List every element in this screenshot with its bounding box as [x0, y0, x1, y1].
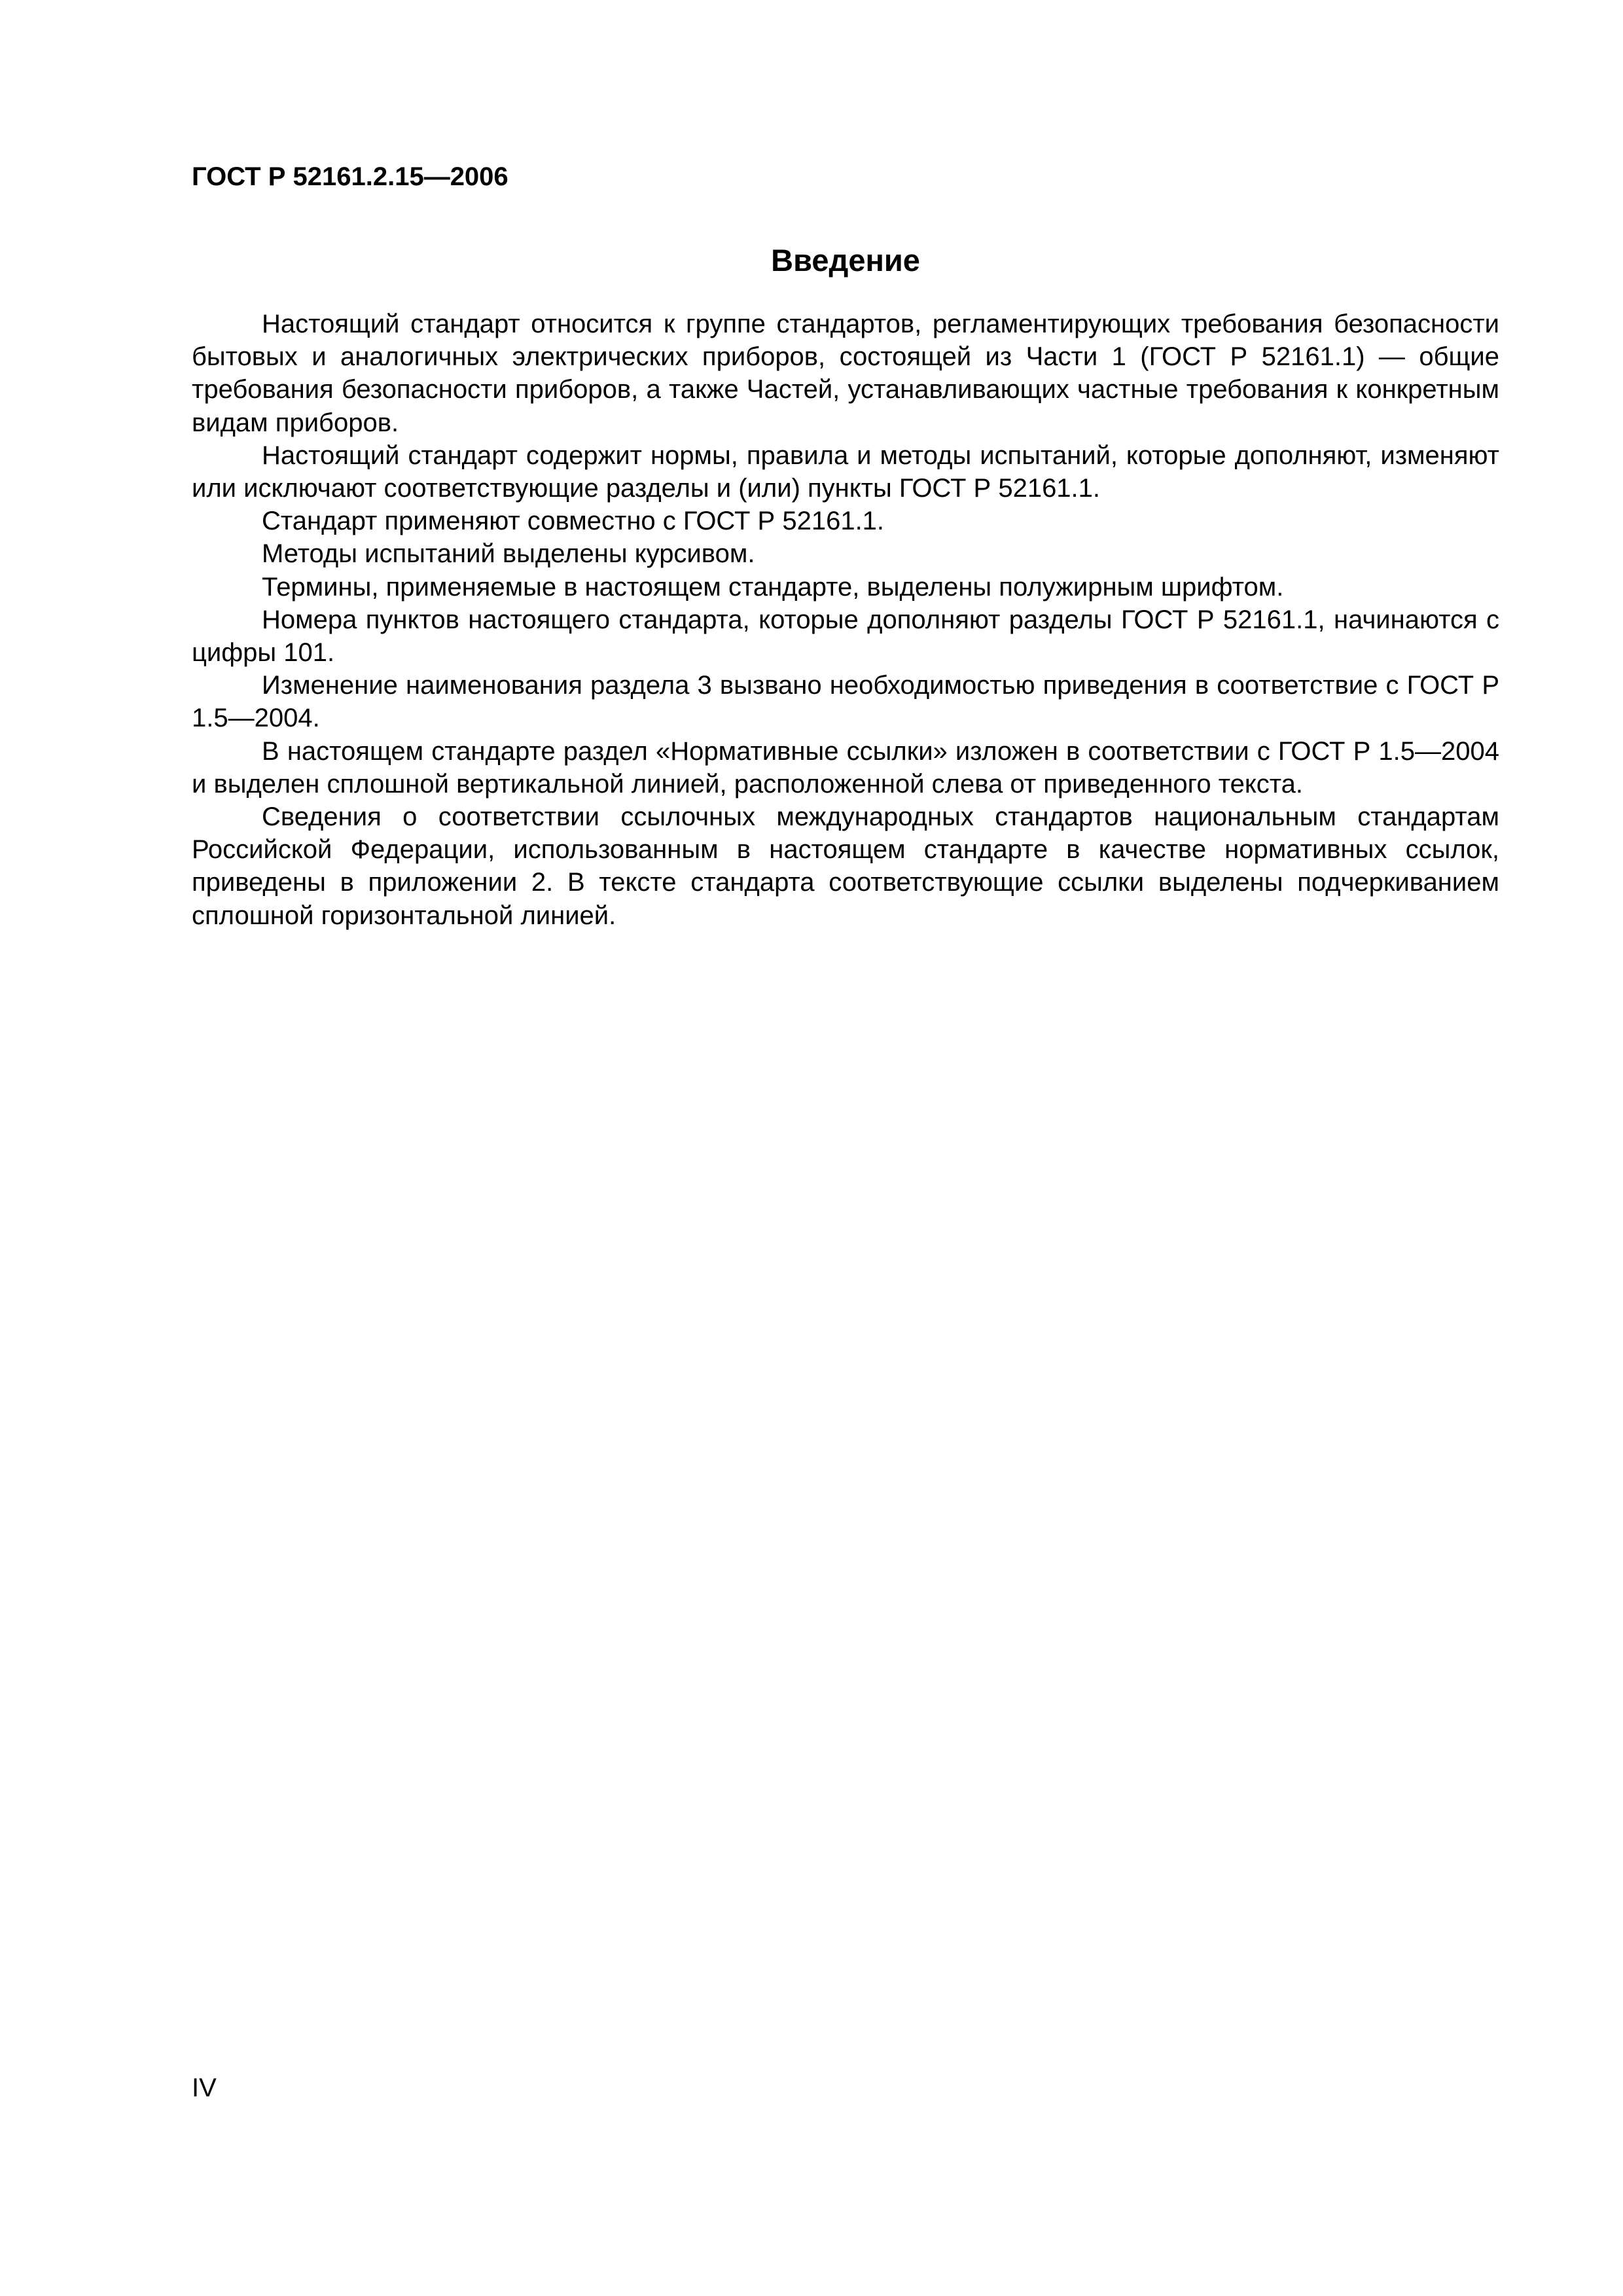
paragraph: Настоящий стандарт относится к группе стандартов, регламентирующих требования безопасности бытовых и аналогичных электрических приборов, состоящей из Части 1 (ГОСТ Р 52161.1) — общие требования безопасности приборов, а также Частей, устанавливающих частные требования к конкретным видам приборов. — [192, 310, 1499, 437]
page-number: IV — [192, 2073, 217, 2102]
introduction-body — [192, 308, 1499, 932]
paragraph: Сведения о соответствии ссылочных международных стандартов национальным стандартам Российской Федерации, использованным в настоящем стандарте в качестве нормативных ссылок, приведены в приложении 2. В тексте стандарта соответствующие ссылки выделены подчеркиванием сплошной горизонтальной линией. — [192, 802, 1499, 930]
paragraph: Изменение наименования раздела 3 вызвано необходимостью приведения в соответствие с ГОСТ Р 1.5—2004. — [192, 671, 1499, 733]
section-title: Введение — [771, 243, 920, 278]
paragraph: Стандарт применяют совместно с ГОСТ Р 52161.1. — [262, 507, 885, 536]
document-code: ГОСТ Р 52161.2.15—2006 — [192, 162, 508, 191]
paragraph: Настоящий стандарт содержит нормы, правила и методы испытаний, которые дополняют, изменяют или исключают соответствующие разделы и (или) пункты ГОСТ Р 52161.1. — [192, 440, 1499, 503]
paragraph: Номера пунктов настоящего стандарта, которые дополняют разделы ГОСТ Р 52161.1, начинаются с цифры 101. — [192, 605, 1499, 668]
paragraph: В настоящем стандарте раздел «Нормативные ссылки» изложен в соответствии с ГОСТ Р 1.5—2004 и выделен сплошной вертикальной линией, расположенной слева от приведенного текста. — [192, 736, 1499, 798]
paragraph: Термины, применяемые в настоящем стандарте, выделены полужирным шрифтом. — [262, 572, 1284, 601]
paragraph: Методы испытаний выделены курсивом. — [262, 539, 755, 569]
